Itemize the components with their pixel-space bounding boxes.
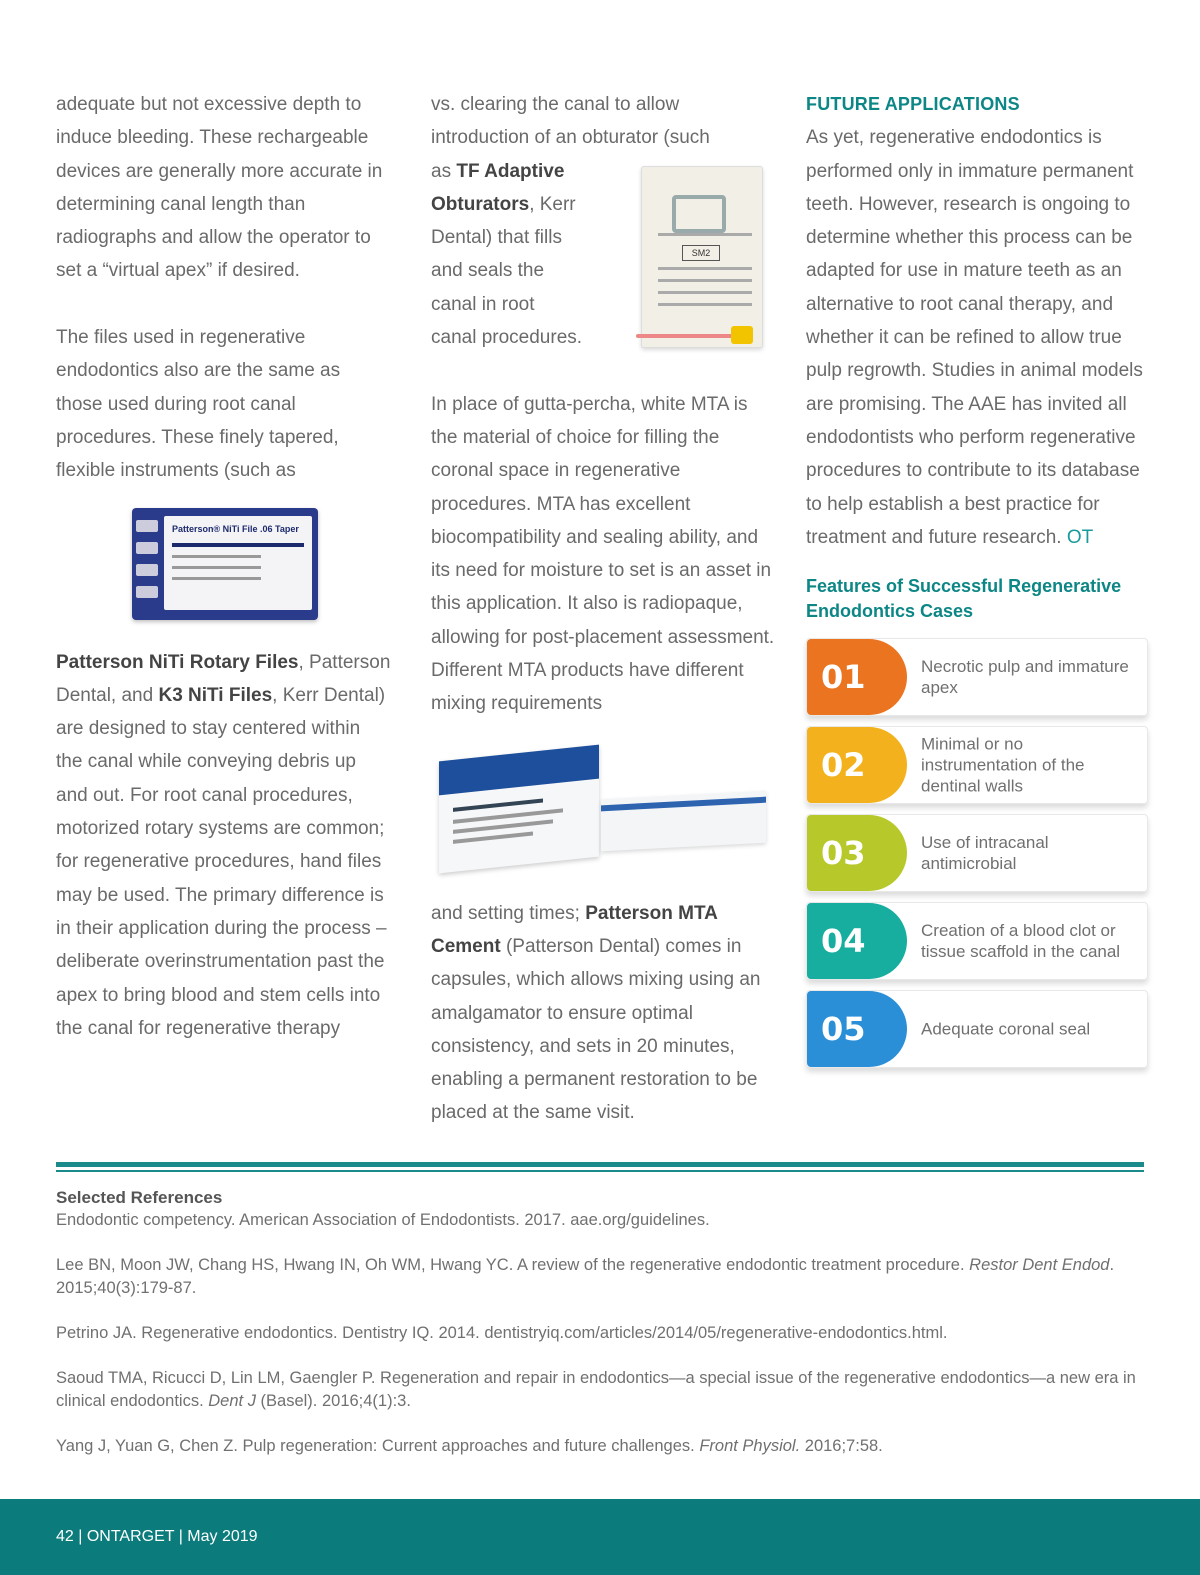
tf-obturator-shaft xyxy=(636,334,736,338)
col2-p3-pre: and setting times; xyxy=(431,902,586,924)
col2-line-7: canal in root xyxy=(431,293,535,315)
feature-text: Adequate coronal seal xyxy=(921,1019,1091,1039)
col2-line-3-pre: as xyxy=(431,160,457,182)
reference-text: 2016;7:58. xyxy=(800,1437,883,1455)
divider-rule-thin xyxy=(56,1170,1144,1172)
tf-adaptive-obturator-image xyxy=(641,166,763,348)
reference-journal: Front Physiol. xyxy=(699,1437,801,1455)
k3-niti-files-name: K3 NiTi Files xyxy=(158,684,273,706)
feature-number: 01 xyxy=(807,639,907,715)
niti-image-label-text: Patterson® NiTi File .06 Taper xyxy=(172,523,299,534)
tf-adaptive-name: TF Adaptive xyxy=(456,160,565,182)
references-section xyxy=(56,1186,1146,1480)
page-footer xyxy=(0,1499,1200,1575)
tf-obturator-handle xyxy=(731,326,753,344)
col2-p3-post: (Patterson Dental) comes in capsules, which allows mixing using an amalgamator to ensure optimal consistency, and sets in 20 minutes, enabling a permanent restoration to be placed at the same visit. xyxy=(431,935,761,1124)
feature-item xyxy=(806,814,1148,892)
col2-paragraph-3 xyxy=(431,897,776,1130)
reference-text: . 2015;40(3):179-87. xyxy=(56,1256,1115,1297)
col1-text-a: , Patterson Dental, and xyxy=(56,651,391,706)
reference-item xyxy=(56,1435,1146,1458)
feature-number: 02 xyxy=(807,727,907,803)
reference-text: Lee BN, Moon JW, Chang HS, Hwang IN, Oh WM, Hwang YC. A review of the regenerative endodontic treatment procedure. xyxy=(56,1256,970,1274)
col2-line-6: and seals the xyxy=(431,260,545,282)
col1-paragraph-2: The files used in regenerative endodontics also are the same as those used during root canal procedures. These finely tapered, flexible instruments (such as xyxy=(56,327,341,482)
col1-paragraph-1: adequate but not excessive depth to induce bleeding. These rechargeable devices are generally more accurate in determining canal length than radiographs and allow the operator to set a “virtual apex” if desired. xyxy=(56,94,383,282)
column-2 xyxy=(431,88,776,1130)
feature-item xyxy=(806,726,1148,804)
reference-item xyxy=(56,1254,1146,1300)
feature-text: Minimal or no instrumentation of the dentinal walls xyxy=(921,734,1085,796)
col2-line-2: introduction of an obturator (such xyxy=(431,127,710,149)
ot-end-mark: OT xyxy=(1066,526,1094,548)
column-1 xyxy=(56,88,391,1045)
feature-number: 05 xyxy=(807,991,907,1067)
col2-line-1: vs. clearing the canal to allow xyxy=(431,94,680,115)
reference-item: Petrino JA. Regenerative endodontics. Dentistry IQ. 2014. dentistryiq.com/articles/2014/05/regenerative-endodontics.html. xyxy=(56,1324,948,1342)
feature-text: Necrotic pulp and immature apex xyxy=(921,657,1129,698)
reference-journal: Restor Dent Endod xyxy=(969,1256,1110,1274)
future-applications-heading: FUTURE APPLICATIONS xyxy=(806,94,1020,114)
divider-rule xyxy=(56,1162,1144,1167)
feature-item xyxy=(806,902,1148,980)
niti-rotary-files-name: Patterson NiTi Rotary Files xyxy=(56,651,299,673)
patterson-mta-cement-image xyxy=(431,745,766,885)
col2-line-5: Dental) that fills xyxy=(431,227,562,249)
reference-text: Saoud TMA, Ricucci D, Lin LM, Gaengler P. Regeneration and repair in endodontics—a special issue of the regenerative endodontics—a new era in clinical endodontics. xyxy=(56,1369,1136,1410)
feature-number: 04 xyxy=(807,903,907,979)
col3-paragraph xyxy=(806,121,1148,554)
references-heading: Selected References xyxy=(56,1188,223,1207)
col3-paragraph-text: As yet, regenerative endodontics is performed only in immature permanent teeth. However, research is ongoing to determine whether this process can be adapted for use in mature teeth as an alternative to root canal therapy, and whether it can be refined to allow true pulp regrowth. Studies in animal models are promising. The AAE has invited all endodontists who perform regenerative procedures to contribute to its database to help establish a best practice for treatment and future research. xyxy=(806,127,1143,548)
features-list xyxy=(806,638,1148,1068)
tf-text-block xyxy=(431,88,776,354)
feature-text: Creation of a blood clot or tissue scaffold in the canal xyxy=(921,921,1121,962)
feature-item xyxy=(806,990,1148,1068)
feature-item xyxy=(806,638,1148,716)
col2-paragraph-2: In place of gutta-percha, white MTA is the material of choice for filling the coronal space in regenerative procedures. MTA has excellent biocompatibility and sealing ability, and its need for moisture to set is an asset in this application. It also is radiopaque, allowing for post-placement assessment. Different MTA products have different mixing requirements xyxy=(431,393,775,715)
reference-item: Endodontic competency. American Association of Endodontists. 2017. aae.org/guidelines. xyxy=(56,1211,710,1229)
reference-journal: Dent J xyxy=(208,1392,256,1410)
col1-paragraph-3 xyxy=(56,646,391,1046)
features-title: Features of Successful Regenerative Endodontics Cases xyxy=(806,576,1122,622)
reference-item xyxy=(56,1367,1146,1413)
col2-line-8: canal procedures. xyxy=(431,327,583,349)
col2-line-4-post: , Kerr xyxy=(529,193,576,215)
tf-image-code: SM2 xyxy=(682,245,720,261)
patterson-niti-files-image xyxy=(132,508,318,620)
reference-text: (Basel). 2016;4(1):3. xyxy=(255,1392,411,1410)
feature-text: Use of intracanal antimicrobial xyxy=(921,833,1049,874)
mta-cement-name: Patterson MTA Cement xyxy=(431,902,718,957)
column-3 xyxy=(806,88,1148,1078)
obturators-name: Obturators xyxy=(431,193,530,215)
feature-number: 03 xyxy=(807,815,907,891)
reference-text: Yang J, Yuan G, Chen Z. Pulp regeneration: Current approaches and future challenges. xyxy=(56,1437,700,1455)
footer-text: 42 | ONTARGET | May 2019 xyxy=(56,1528,258,1545)
col1-text-b: , Kerr Dental) are designed to stay centered within the canal while conveying debris up and out. For root canal procedures, motorized rotary systems are common; for regenerative procedures, hand files may be used. The primary difference is in their application during the process – deliberate overinstrumentation past the apex to bring blood and stem cells into the canal for regenerative therapy xyxy=(56,684,387,1039)
